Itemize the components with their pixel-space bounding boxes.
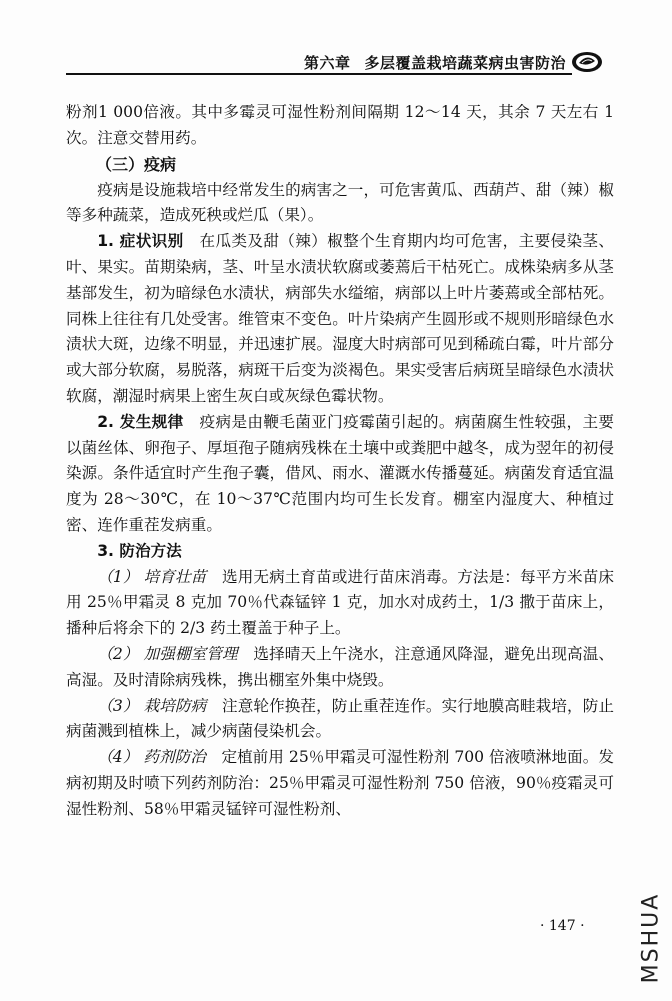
paragraph-method-2 <box>66 642 614 694</box>
header-chapter-title: 多层覆盖栽培蔬菜病虫害防治 <box>364 54 566 72</box>
paragraph-continued: 粉剂1 000倍液。其中多霉灵可湿性粉剂间隔期 12～14 天，其余 7 天左右 1 次。注意交替用药。 <box>66 103 614 147</box>
paragraph-symptoms <box>66 229 614 410</box>
running-header <box>66 52 614 80</box>
watermark <box>634 880 668 996</box>
method-4-label: （4） 药剂防治 <box>97 748 206 767</box>
paragraph-occurrence <box>66 410 614 539</box>
method-2-label: （2） 加强棚室管理 <box>97 644 238 663</box>
plant-leaf-logo-icon <box>570 50 604 74</box>
watermark-text: MSHUA <box>638 892 664 984</box>
occurrence-text: 疫病是由鞭毛菌亚门疫霉菌引起的。病菌腐生性较强，主要以菌丝体、卵孢子、厚垣孢子随病残株在土壤中或粪肥中越冬，成为翌年的初侵染源。条件适宜时产生孢子囊，借风、雨水、灌溉水传播蔓延。病菌发育适宜温度为 28～30℃，在 10～37℃范围内均可生长发育。棚室内湿度大、种植过密、连作重茬发病重。 <box>66 412 614 534</box>
paragraph-method-1 <box>66 565 614 642</box>
header-title <box>304 52 566 73</box>
subheading-symptoms: 1. 症状识别 <box>97 232 184 251</box>
subheading-occurrence: 2. 发生规律 <box>97 412 184 431</box>
symptoms-text: 在瓜类及甜（辣）椒整个生育期内均可危害，主要侵染茎、叶、果实。苗期染病，茎、叶呈水渍状软腐或萎蔫后干枯死亡。成株染病多从茎基部发生，初为暗绿色水渍状，病部失水缢缩，病部以上叶片萎蔫或全部枯死。同株上往往有几处受害。维管束不变色。叶片染病产生圆形或不规则形暗绿色水渍状大斑，边缘不明显，并迅速扩展。湿度大时病部可见到稀疏白霉，叶片部分或大部分软腐，易脱落，病斑干后变为淡褐色。果实受害后病斑呈暗绿色水渍状软腐，潮湿时病果上密生灰白或灰绿色霉状物。 <box>66 232 614 405</box>
paragraph-method-4 <box>66 745 614 822</box>
method-3-text: 注意轮作换茬，防止重茬连作。实行地膜高畦栽培，防止病菌溅到植株上，减少病菌侵染机会。 <box>66 696 614 741</box>
method-2-text: 选择晴天上午浇水，注意通风降湿，避免出现高温、高湿。及时清除病残株，携出棚室外集中烧毁。 <box>66 644 614 689</box>
header-rule <box>66 73 572 75</box>
method-1-label: （1） 培育壮苗 <box>97 567 207 586</box>
method-1-text: 选用无病土育苗或进行苗床消毒。方法是：每平方米苗床用 25％甲霜灵 8 克加 70％代森锰锌 1 克，加水对成药土，1/3 撒于苗床上，播种后将余下的 2/3 药土覆盖于种子上。 <box>66 567 614 638</box>
paragraph-intro: 疫病是设施栽培中经常发生的病害之一，可危害黄瓜、西葫芦、甜（辣）椒等多种蔬菜，造成死秧或烂瓜（果）。 <box>66 180 614 225</box>
method-4-text: 定植前用 25％甲霜灵可湿性粉剂 700 倍液喷淋地面。发病初期及时喷下列药剂防治：25％甲霜灵可湿性粉剂 750 倍液，90％疫霜灵可湿性粉剂、58％甲霜灵锰锌可湿性粉剂、 <box>66 748 614 818</box>
method-3-label: （3） 栽培防病 <box>97 696 207 715</box>
page-body <box>66 100 614 823</box>
subheading-control: 3. 防治方法 <box>97 541 182 560</box>
paragraph-method-3 <box>66 694 614 746</box>
header-chapter: 第六章 <box>303 54 351 72</box>
page-number: · 147 · <box>540 918 585 934</box>
section-heading: （三）疫病 <box>96 154 177 174</box>
